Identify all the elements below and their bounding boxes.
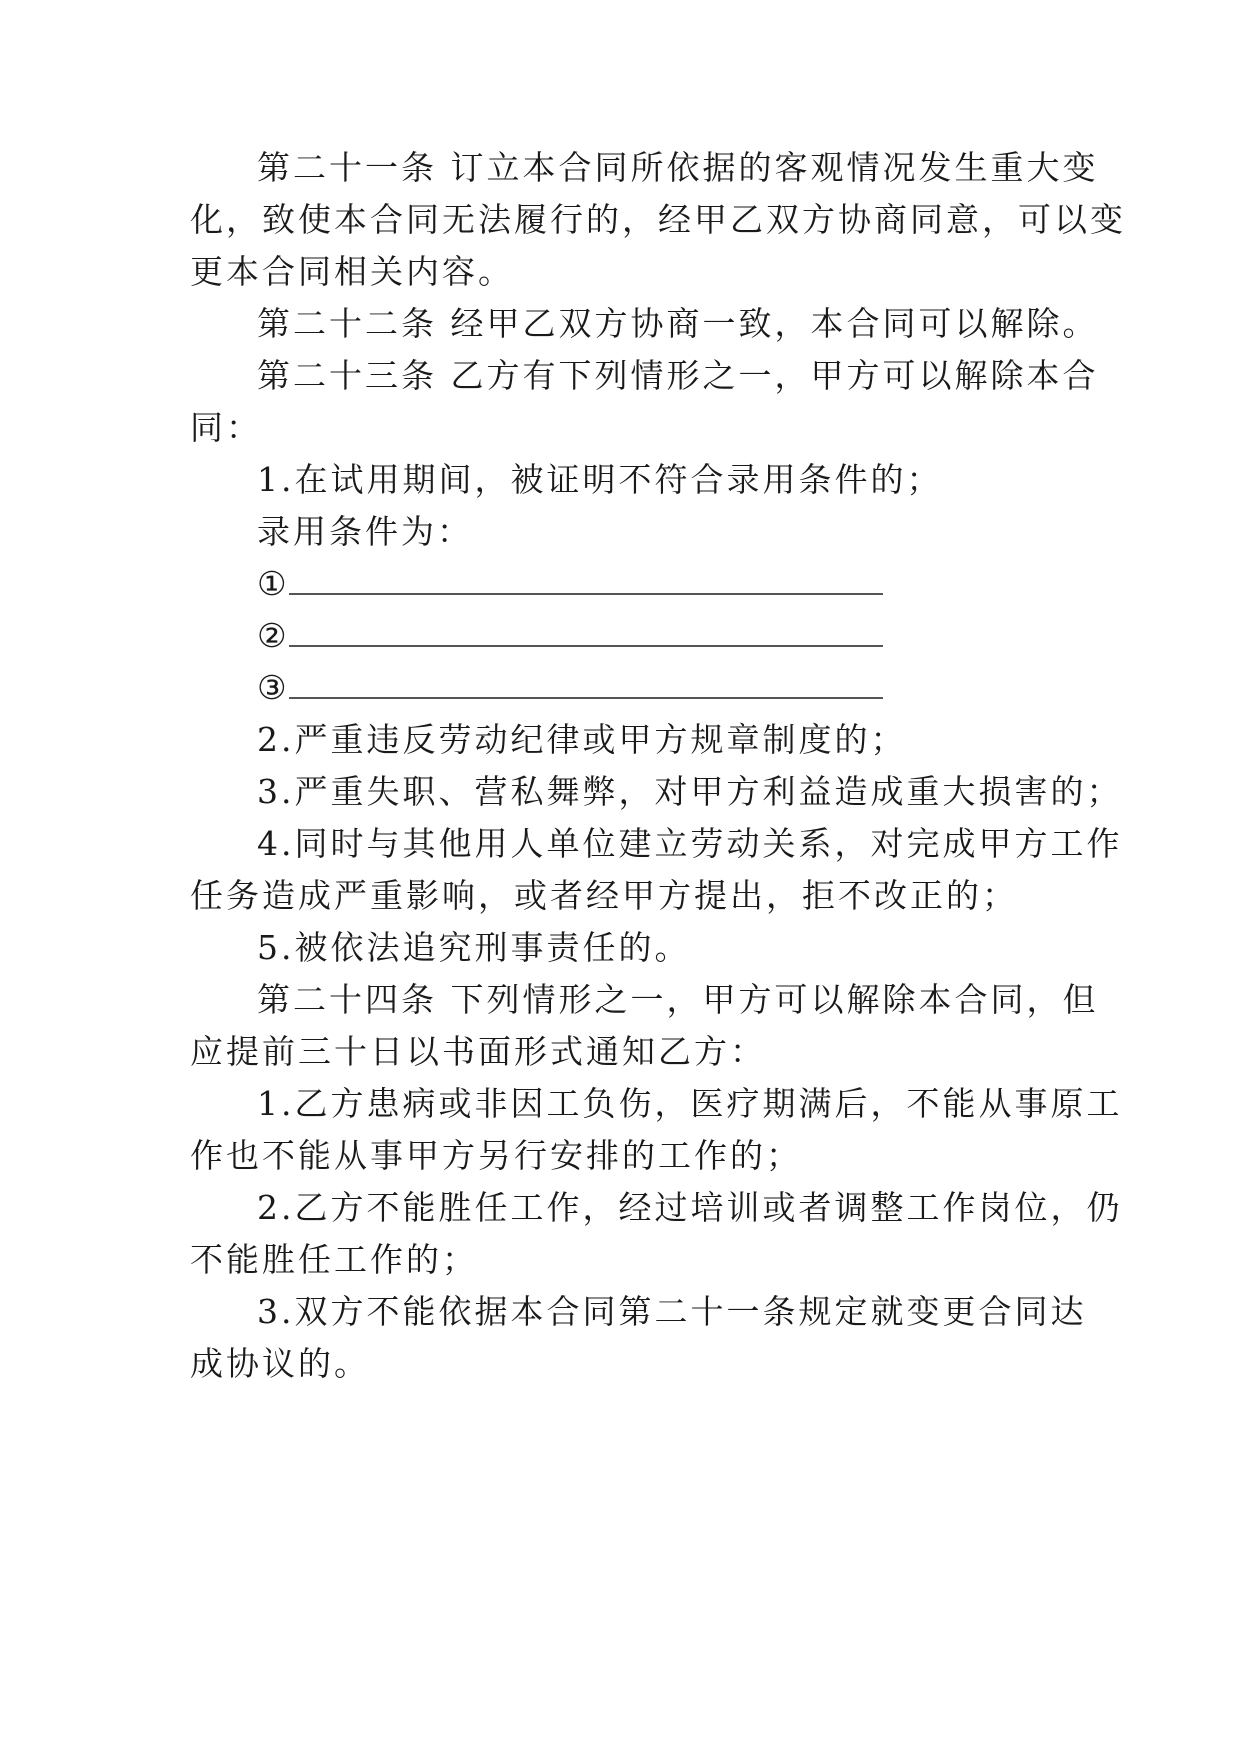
text-line: 更本合同相关内容。	[190, 252, 514, 291]
text-line: 第二十四条 下列情形之一，甲方可以解除本合同，但	[257, 980, 1099, 1019]
text-line: 不能胜任工作的；	[190, 1240, 478, 1279]
text-line: 第二十三条 乙方有下列情形之一，甲方可以解除本合	[257, 356, 1099, 395]
text-line: 3.双方不能依据本合同第二十一条规定就变更合同达	[257, 1292, 1087, 1331]
text-line: 同：	[190, 408, 262, 447]
text-line: 录用条件为：	[257, 512, 473, 551]
text-line: 第二十一条 订立本合同所依据的客观情况发生重大变	[257, 148, 1099, 187]
text-line: 2.乙方不能胜任工作，经过培训或者调整工作岗位，仍	[257, 1188, 1123, 1227]
text-line: 2.严重违反劳动纪律或甲方规章制度的；	[257, 720, 907, 759]
text-line: 作也不能从事甲方另行安排的工作的；	[190, 1136, 802, 1175]
circled-number: ①	[257, 564, 287, 603]
condition-blank-2	[257, 616, 883, 656]
circled-number: ③	[257, 668, 287, 707]
text-line: 第二十二条 经甲乙双方协商一致，本合同可以解除。	[257, 304, 1099, 343]
text-line: 1.乙方患病或非因工负伤，医疗期满后，不能从事原工	[257, 1084, 1123, 1123]
text-line: 应提前三十日以书面形式通知乙方：	[190, 1032, 766, 1071]
text-line: 4.同时与其他用人单位建立劳动关系，对完成甲方工作	[257, 824, 1123, 863]
fill-in-line	[289, 593, 883, 595]
text-line: 3.严重失职、营私舞弊，对甲方利益造成重大损害的；	[257, 772, 1123, 811]
text-line: 任务造成严重影响，或者经甲方提出，拒不改正的；	[190, 876, 1018, 915]
circled-number: ②	[257, 616, 287, 655]
text-line: 5.被依法追究刑事责任的。	[257, 928, 691, 967]
fill-in-line	[289, 697, 883, 699]
condition-blank-3	[257, 668, 883, 708]
text-line: 化，致使本合同无法履行的，经甲乙双方协商同意，可以变	[190, 200, 1126, 239]
condition-blank-1	[257, 564, 883, 604]
text-line: 成协议的。	[190, 1344, 370, 1383]
text-line: 1.在试用期间，被证明不符合录用条件的；	[257, 460, 943, 499]
fill-in-line	[289, 645, 883, 647]
